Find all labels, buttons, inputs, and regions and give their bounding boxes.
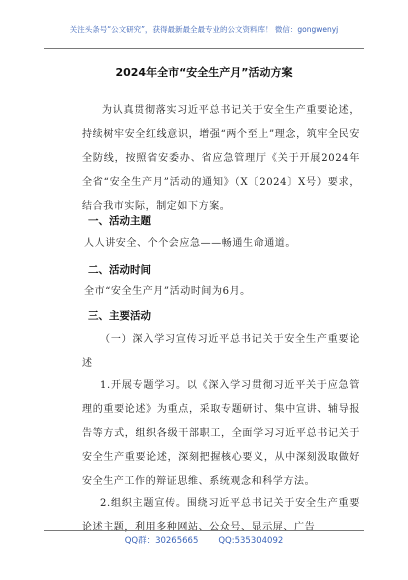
section-heading-main-activities: 三、主要活动 (88, 310, 151, 322)
section-text-theme: 人人讲安全、个个会应急——畅通生命通道。 (84, 238, 296, 249)
subsection-heading-study: （一）深入学习宣传习近平总书记关于安全生产重要论述 (82, 334, 360, 369)
item-paragraph-special-study: 1.开展专题学习。以《深入学习贯彻习近平关于应急管理的重要论述》为重点，采取专题研讨、集中宣讲、辅导报告等方式，组织各级干部职工，全面学习习近平总书记关于安全生产重要论述，深刻把握核心要义，从中深刻汲取做好安全生产工作的辩证思维、系统观念和科学方法。 (82, 380, 360, 487)
footer-divider (44, 530, 364, 531)
footer-banner (0, 534, 408, 546)
section-heading-time: 二、活动时间 (88, 264, 151, 276)
section-heading-theme: 一、活动主题 (88, 215, 151, 227)
intro-paragraph: 为认真贯彻落实习近平总书记关于安全生产重要论述，持续树牢安全红线意识，增强“两个至上”理念，筑牢全民安全防线，按照省安委办、省应急管理厅《关于开展2024年全省“安全生产月”活动的通知》（X〔2024〕X号）要求，结合我市实际，制定如下方案。 (82, 105, 360, 212)
footer-qq-group: QQ群：30265665 (124, 536, 199, 546)
header-divider (44, 48, 364, 49)
footer-qq-contact: QQ:535304092 (218, 536, 284, 546)
item-paragraph-theme-publicity: 2.组织主题宣传。围绕习近平总书记关于安全生产重要论述主题，利用多种网站、公众号、显示屏、广告 (82, 498, 360, 533)
document-title: 2024年全市“安全生产月”活动方案 (115, 66, 293, 79)
section-text-time: 全市“安全生产月”活动时间为6月。 (84, 286, 251, 297)
header-banner: 关注头条号“公文研究”，获得最新最全最专业的公文资料库！ 微信：gongwenyj (69, 25, 339, 34)
